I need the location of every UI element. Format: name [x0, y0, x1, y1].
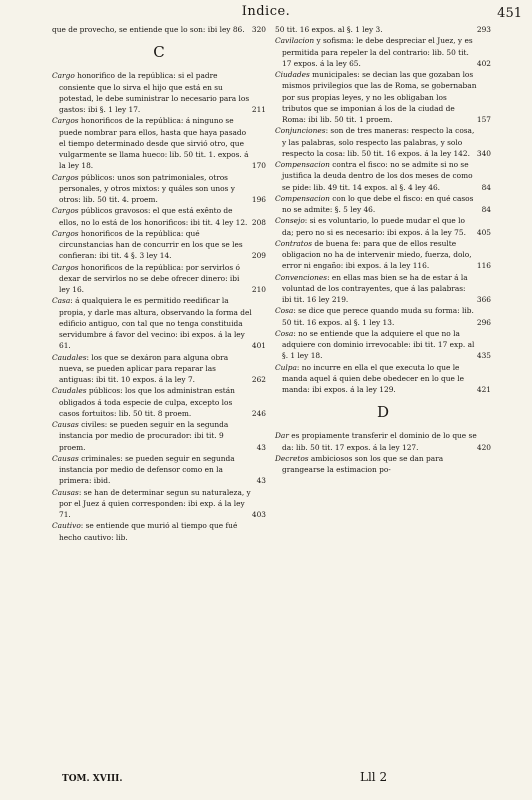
entry-headword: Convenciones: [275, 272, 328, 282]
entry-text: : no se entiende que la adquiere el que no la adquiere con dominio irrevocable: ibi tit. 17 exp. al §. 1 ley 18.: [282, 328, 475, 361]
index-entry: [275, 272, 491, 306]
entry-page-ref: 366: [476, 295, 491, 304]
index-entry: [275, 215, 491, 238]
entry-page-ref: 84: [481, 182, 491, 192]
volume-label: TOM. XVIII.: [62, 774, 123, 784]
entry-page-ref: 208: [251, 217, 266, 227]
index-entry: [275, 125, 491, 159]
index-column-left: [52, 24, 266, 543]
index-entry: [275, 24, 491, 35]
index-entry: [275, 305, 491, 328]
index-entry: [52, 352, 266, 386]
entry-text: que de provecho, se entiende que lo son: ibi ley 86.: [52, 25, 245, 34]
entry-headword: Conjunciones: [275, 126, 326, 136]
entry-text: municipales: se decian las que gozaban los mismos privilegios que las de Roma, se gobernaban por sus propias leyes, y no les obligaban los tributos que se imponian á los de la ciudad de Roma: ibi lib. 50 tit. 1 proem.: [282, 70, 477, 124]
entry-headword: Cargos: [52, 172, 79, 182]
index-entry: [52, 228, 266, 262]
index-entry: [275, 238, 491, 272]
entry-page-ref: 43: [256, 442, 266, 452]
entry-text: : á qualquiera le es permitido reedificar la propia, y darle mas altura, observando la forma del edificio antiguo, con tal que no tenga constituida servidumbre á favor del vecino: ibi expos. á la ley 61.: [59, 296, 252, 351]
entry-headword: Cavilacion: [275, 36, 315, 46]
entry-text: : son de tres maneras: respecto la cosa, y las palabras, solo respecto las palabras, y solo respecto la cosa: lib. 50 tit. 16 expos. á la ley 142.: [282, 126, 475, 158]
entry-text: es propiamente transferir el dominio de lo que se da: lib. 50 tit. 17 expos. á la ley 127.: [282, 431, 477, 452]
section-letter: C: [153, 43, 165, 62]
entry-headword: Causas: [52, 420, 79, 429]
entry-headword: Cargo: [52, 71, 75, 81]
entry-text: públicos gravosos: el que está exênto de ellos, no lo está de los honorificos: ibi tit. 4 ley 12.: [59, 206, 248, 227]
entry-text: : no incurre en ella el que executa lo que le manda aquel á quien debe obedecer en lo que le manda: ibi expos. á la ley 129.: [282, 362, 464, 394]
entry-page-ref: 210: [251, 285, 266, 294]
entry-text: y sofisma: le debe despreciar el Juez, y es permitida para repeler la del contrario: lib. 50 tit. 17 expos. á la ley 65.: [282, 36, 473, 68]
entry-text: honorificos de la república: á ninguno se puede nombrar para ellos, hasta que haya pasado el tiempo determinado desde que sirvió otro, que vulgarmente se llama hueco: lib. 50 tit. 1. expos. á la ley 18.: [59, 116, 249, 171]
entry-headword: Cosa: [275, 306, 294, 316]
entry-text: : se dice que perece quando muda su forma: lib. 50 tit. 16 expos. al §. 1 ley 13.: [282, 306, 474, 327]
section-letter: D: [376, 403, 390, 422]
entry-page-ref: 196: [251, 195, 266, 204]
entry-page-ref: 340: [476, 148, 491, 158]
page-header-title: Indice.: [241, 4, 291, 19]
entry-page-ref: 402: [476, 58, 491, 68]
entry-text: : se entiende que murió al tiempo que fué hecho cautivo: lib.: [59, 521, 238, 542]
entry-page-ref: 211: [251, 105, 266, 114]
entry-headword: Cargos: [52, 206, 79, 216]
index-entry: [275, 159, 491, 193]
entry-page-ref: 170: [251, 161, 266, 171]
entry-page-ref: 116: [476, 261, 491, 271]
entry-headword: Cautivo: [52, 521, 81, 531]
index-entry: [275, 328, 491, 362]
index-entry: [52, 115, 266, 171]
index-entry: [52, 172, 266, 206]
entry-headword: Casa: [52, 296, 71, 306]
entry-headword: Caudales: [52, 386, 87, 396]
entry-page-ref: 420: [476, 442, 491, 452]
signature-mark: Lll 2: [360, 770, 388, 784]
entry-page-ref: 84: [481, 205, 491, 214]
index-entry: [52, 262, 266, 296]
entry-headword: Decretos: [275, 453, 309, 463]
entry-page-ref: 401: [251, 341, 266, 351]
entry-page-ref: 262: [251, 375, 266, 384]
entry-text: honorificos de la república: qué circunstancias han de concurrir en los que se les confieran: ibi tit. 4 §. 3 ley 14.: [59, 228, 243, 261]
index-entry: [52, 487, 266, 521]
entry-headword: Cargos: [52, 228, 79, 238]
index-entry: [52, 385, 266, 419]
index-entry: [52, 295, 266, 351]
entry-page-ref: 403: [251, 510, 266, 519]
index-entry: [275, 430, 491, 453]
index-entry: [52, 453, 266, 487]
entry-headword: Cargos: [52, 262, 79, 272]
entry-page-ref: 320: [251, 25, 266, 34]
entry-headword: Cargos: [52, 116, 79, 126]
entry-text: 50 tit. 16 expos. al §. 1 ley 3.: [275, 25, 383, 34]
entry-text: de buena fe: para que de ellos resulte obligacion no ha de intervenir miedo, fuerza, dolo, error ni engaño: ibi expos. á la ley 116.: [282, 238, 472, 271]
entry-headword: Caudales: [52, 352, 87, 362]
entry-headword: Compensacion: [275, 160, 330, 169]
entry-page-ref: 293: [476, 25, 491, 34]
index-entry: [52, 205, 266, 228]
index-entry: [275, 453, 491, 476]
index-entry: [52, 24, 266, 35]
entry-headword: Contratos: [275, 238, 312, 248]
entry-headword: Compensacion: [275, 193, 330, 203]
entry-headword: Causas: [52, 453, 79, 463]
entry-headword: Ciudades: [275, 70, 310, 79]
entry-headword: Culpa: [275, 362, 297, 372]
entry-text: contra el fisco: no se admite si no se justifica la deuda dentro de los dos meses de como se pide: lib. 49 tit. 14 expos. al §. 4 ley 46.: [282, 160, 473, 192]
entry-text: públicos: unos son patrimoniales, otros personales, y otros mixtos: y quáles son unos y otros: lib. 50 tit. 4. proem.: [59, 172, 235, 204]
entry-page-ref: 435: [476, 351, 491, 361]
entry-text: : en ellas mas bien se ha de estar á la voluntad de los contrayentes, que á las palabras: ibi tit. 16 ley 219.: [282, 272, 468, 304]
entry-headword: Cosa: [275, 328, 294, 338]
entry-text: : se han de determinar segun su naturaleza, y por el Juez á quien corresponden: ibi exp. á la ley 71.: [59, 487, 251, 519]
entry-text: : los que se dexáron para alguna obra nueva, se pueden aplicar para reparar las antiguas: ibi tit. 10 expos. á la ley 7.: [59, 352, 229, 384]
entry-page-ref: 296: [476, 317, 491, 327]
entry-headword: Consejo: [275, 216, 305, 226]
entry-page-ref: 209: [251, 251, 266, 261]
index-entry: [275, 193, 491, 216]
entry-text: criminales: se pueden seguir en segunda instancia por medio de defensor como en la primera: ibid.: [59, 453, 235, 486]
entry-page-ref: 157: [476, 115, 491, 124]
entry-text: ambiciosos son los que se dan para grangearse la estimacion po-: [282, 453, 444, 474]
entry-headword: Causas: [52, 487, 79, 497]
index-entry: [275, 35, 491, 69]
entry-text: honorifico de la república: si el padre consiente que lo sirva el hijo que está en su potestad, le debe suministrar lo necesario para los gastos: ibi §. 1 ley 17.: [59, 71, 250, 114]
index-entry: [52, 520, 266, 543]
entry-text: con lo que debe el fisco: en qué casos no se admite: §. 5 ley 46.: [282, 193, 474, 214]
index-entry: [275, 69, 491, 125]
entry-page-ref: 405: [476, 227, 491, 237]
entry-page-ref: 246: [251, 408, 266, 418]
entry-text: civiles: se pueden seguir en la segunda instancia por medio de procurador: ibi tit. 9 proem.: [59, 420, 229, 452]
entry-page-ref: 43: [256, 476, 266, 486]
index-column-right: [275, 24, 491, 475]
entry-text: : si es voluntario, lo puede mudar el que lo da; pero no si es necesario: ibi expos. á la ley 75.: [282, 216, 466, 237]
index-entry: [275, 362, 491, 396]
entry-headword: Dar: [275, 431, 289, 441]
entry-text: públicos: los que los administran están obligados á toda especie de culpa, excepto los casos fortuitos: lib. 50 tit. 8 proem.: [59, 386, 235, 418]
index-entry: [52, 70, 266, 115]
entry-page-ref: 421: [476, 385, 491, 394]
index-entry: [52, 419, 266, 453]
entry-text: honorificos de la república: por servirlos ó dexar de servirlos no se debe ofrecer dinero: ibi ley 16.: [59, 262, 240, 294]
page-number: 451: [497, 6, 522, 21]
